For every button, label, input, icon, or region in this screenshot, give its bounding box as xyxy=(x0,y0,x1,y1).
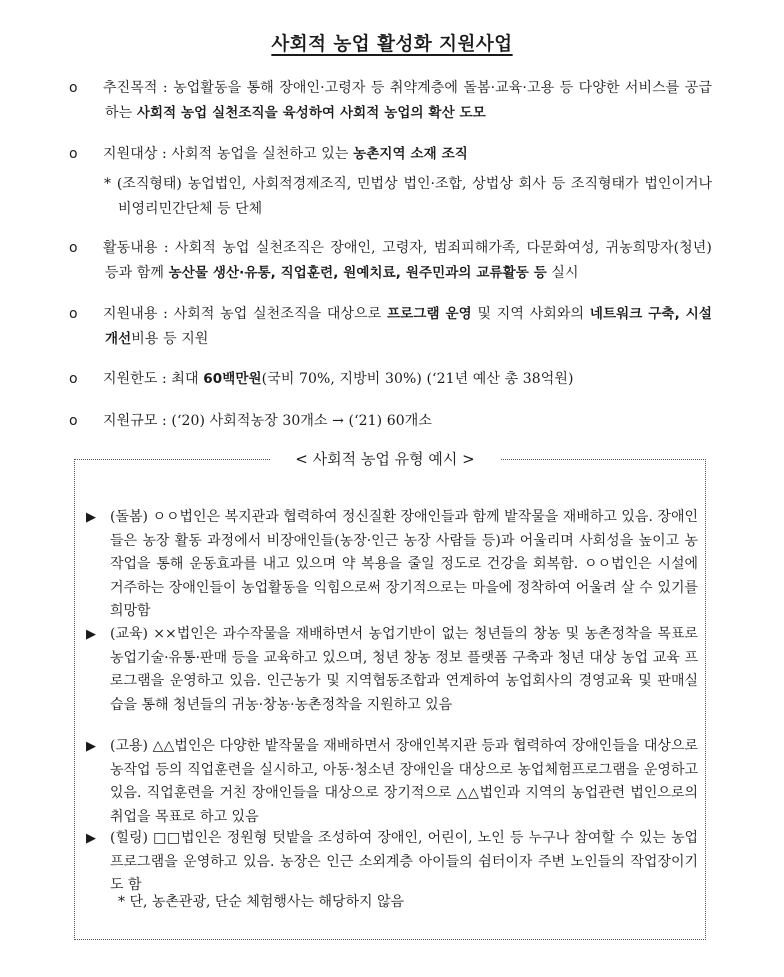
section-support xyxy=(69,302,712,352)
activity-bold: 농산물 생산·유통, 직업훈련, 원예치료, 원주민과의 교류활동 등 xyxy=(168,265,547,281)
example-text: (교육) ××법인은 과수작물을 재배하면서 농업기반이 없는 청년들의 창농 및 농촌정착을 목표로 농업기술·유통·판매 등을 교육하고 있으며, 청년 창농 정보 플랫폼 구축과 청년 대상 농업 교육 프로그램을 운영하고 있음. 인근농가 및 지역협동조합과 연계하여 농업회사의 경영교육 및 판매실습을 통해 청년들의 귀농·창농·농촌정착을 지원하고 있음 xyxy=(110,626,698,713)
example-item-employment xyxy=(86,735,698,829)
bullet: o xyxy=(69,306,78,322)
limit-text1: 최대 xyxy=(171,371,204,387)
support-text2: 및 지역 사회와의 xyxy=(471,306,590,322)
target-label: 지원대상 : xyxy=(103,146,172,162)
arrow-icon: ▶ xyxy=(86,831,96,846)
target-bold: 농촌지역 소재 조직 xyxy=(353,146,468,162)
activity-tail: 실시 xyxy=(546,265,579,281)
support-label: 지원내용 : xyxy=(103,306,174,322)
examples-box-title: < 사회적 농업 유형 예시 > xyxy=(270,448,500,470)
example-item-healing xyxy=(86,827,698,898)
support-bold2: 네트워크 구축, 시설 개선 xyxy=(105,306,712,347)
page-title: 사회적 농업 활성화 지원사업 xyxy=(271,34,513,55)
note-mark: * xyxy=(104,176,111,192)
limit-text2: (국비 70%, 지방비 30%) (‘21년 예산 총 38억원) xyxy=(261,371,574,387)
arrow-icon: ▶ xyxy=(86,739,96,754)
support-text3: 비용 등 지원 xyxy=(131,331,209,347)
target-text: 사회적 농업을 실천하고 있는 xyxy=(171,146,354,162)
bullet: o xyxy=(69,413,78,429)
bullet: o xyxy=(69,371,78,387)
example-text: (힐링) □□법인은 정원형 텃밭을 조성하여 장애인, 어린이, 노인 등 누구나 참여할 수 있는 농업프로그램을 운영하고 있음. 농장은 인근 소외계층 아이들의 쉼터이자 주변 노인들의 작업장이기도 함 xyxy=(110,830,698,893)
example-item-education xyxy=(86,623,698,717)
section-target xyxy=(69,142,712,167)
scale-text: (‘20) 사회적농장 30개소 → (‘21) 60개소 xyxy=(171,413,433,429)
support-bold1: 프로그램 운영 xyxy=(387,306,472,322)
activity-text: 사회적 농업 실천조직은 장애인, 고령자, 범죄피해가족, 다문화여성, 귀농희망자(청년) 등과 함께 xyxy=(105,240,712,281)
arrow-icon: ▶ xyxy=(86,627,96,642)
example-item-care xyxy=(86,506,698,624)
purpose-text: 농업활동을 통해 장애인·고령자 등 취약계층에 돌봄·교육·고용 등 다양한 서비스를 공급하는 xyxy=(105,80,712,121)
section-scale xyxy=(69,409,712,434)
purpose-label: 추진목적 : xyxy=(103,80,174,96)
example-text: (돌봄) ㅇㅇ법인은 복지관과 협력하여 정신질환 장애인들과 함께 밭작물을 재배하고 있음. 장애인들은 농장 활동 과정에서 비장애인들(농장·인근 농장 사람들 등)과 어울리며 사회성을 높이고 농작업을 통해 운동효과를 내고 있으며 약 복용을 줄일 정도로 건강을 회복함. ㅇㅇ법인은 시설에 거주하는 장애인들이 농업활동을 익힘으로써 장기적으로는 마을에 정착하여 어울려 살 수 있기를 희망함 xyxy=(110,509,698,619)
section-limit xyxy=(69,367,712,392)
bullet: o xyxy=(69,80,78,96)
bullet: o xyxy=(69,146,78,162)
examples-footnote: * 단, 농촌관광, 단순 체험행사는 해당하지 않음 xyxy=(118,894,405,910)
arrow-icon: ▶ xyxy=(86,510,96,525)
limit-label: 지원한도 : xyxy=(103,371,172,387)
support-text1: 사회적 농업 실천조직을 대상으로 xyxy=(173,306,388,322)
purpose-bold: 사회적 농업 실천조직을 육성하여 사회적 농업의 확산 도모 xyxy=(136,105,486,121)
bullet: o xyxy=(69,240,78,256)
section-purpose xyxy=(69,76,712,126)
scale-label: 지원규모 : xyxy=(103,413,172,429)
limit-bold: 60백만원 xyxy=(203,371,262,387)
section-activity xyxy=(69,236,712,286)
activity-label: 활동내용 : xyxy=(103,240,176,256)
example-text: (고용) △△법인은 다양한 밭작물을 재배하면서 장애인복지관 등과 협력하여 장애인들을 대상으로 농작업 등의 직업훈련을 실시하고, 아동·청소년 장애인을 대상으로 농업체험프로그램을 운영하고 있음. 직업훈련을 거친 장애인들을 대상으로 장기적으로 △△법인과 지역의 농업관련 법인으로의 취업을 목표로 하고 있음 xyxy=(110,738,698,825)
target-note xyxy=(100,172,712,222)
note-text: (조직형태) 농업법인, 사회적경제조직, 민법상 법인·조합, 상법상 회사 등 조직형태가 법인이거나 비영리민간단체 등 단체 xyxy=(116,176,713,217)
